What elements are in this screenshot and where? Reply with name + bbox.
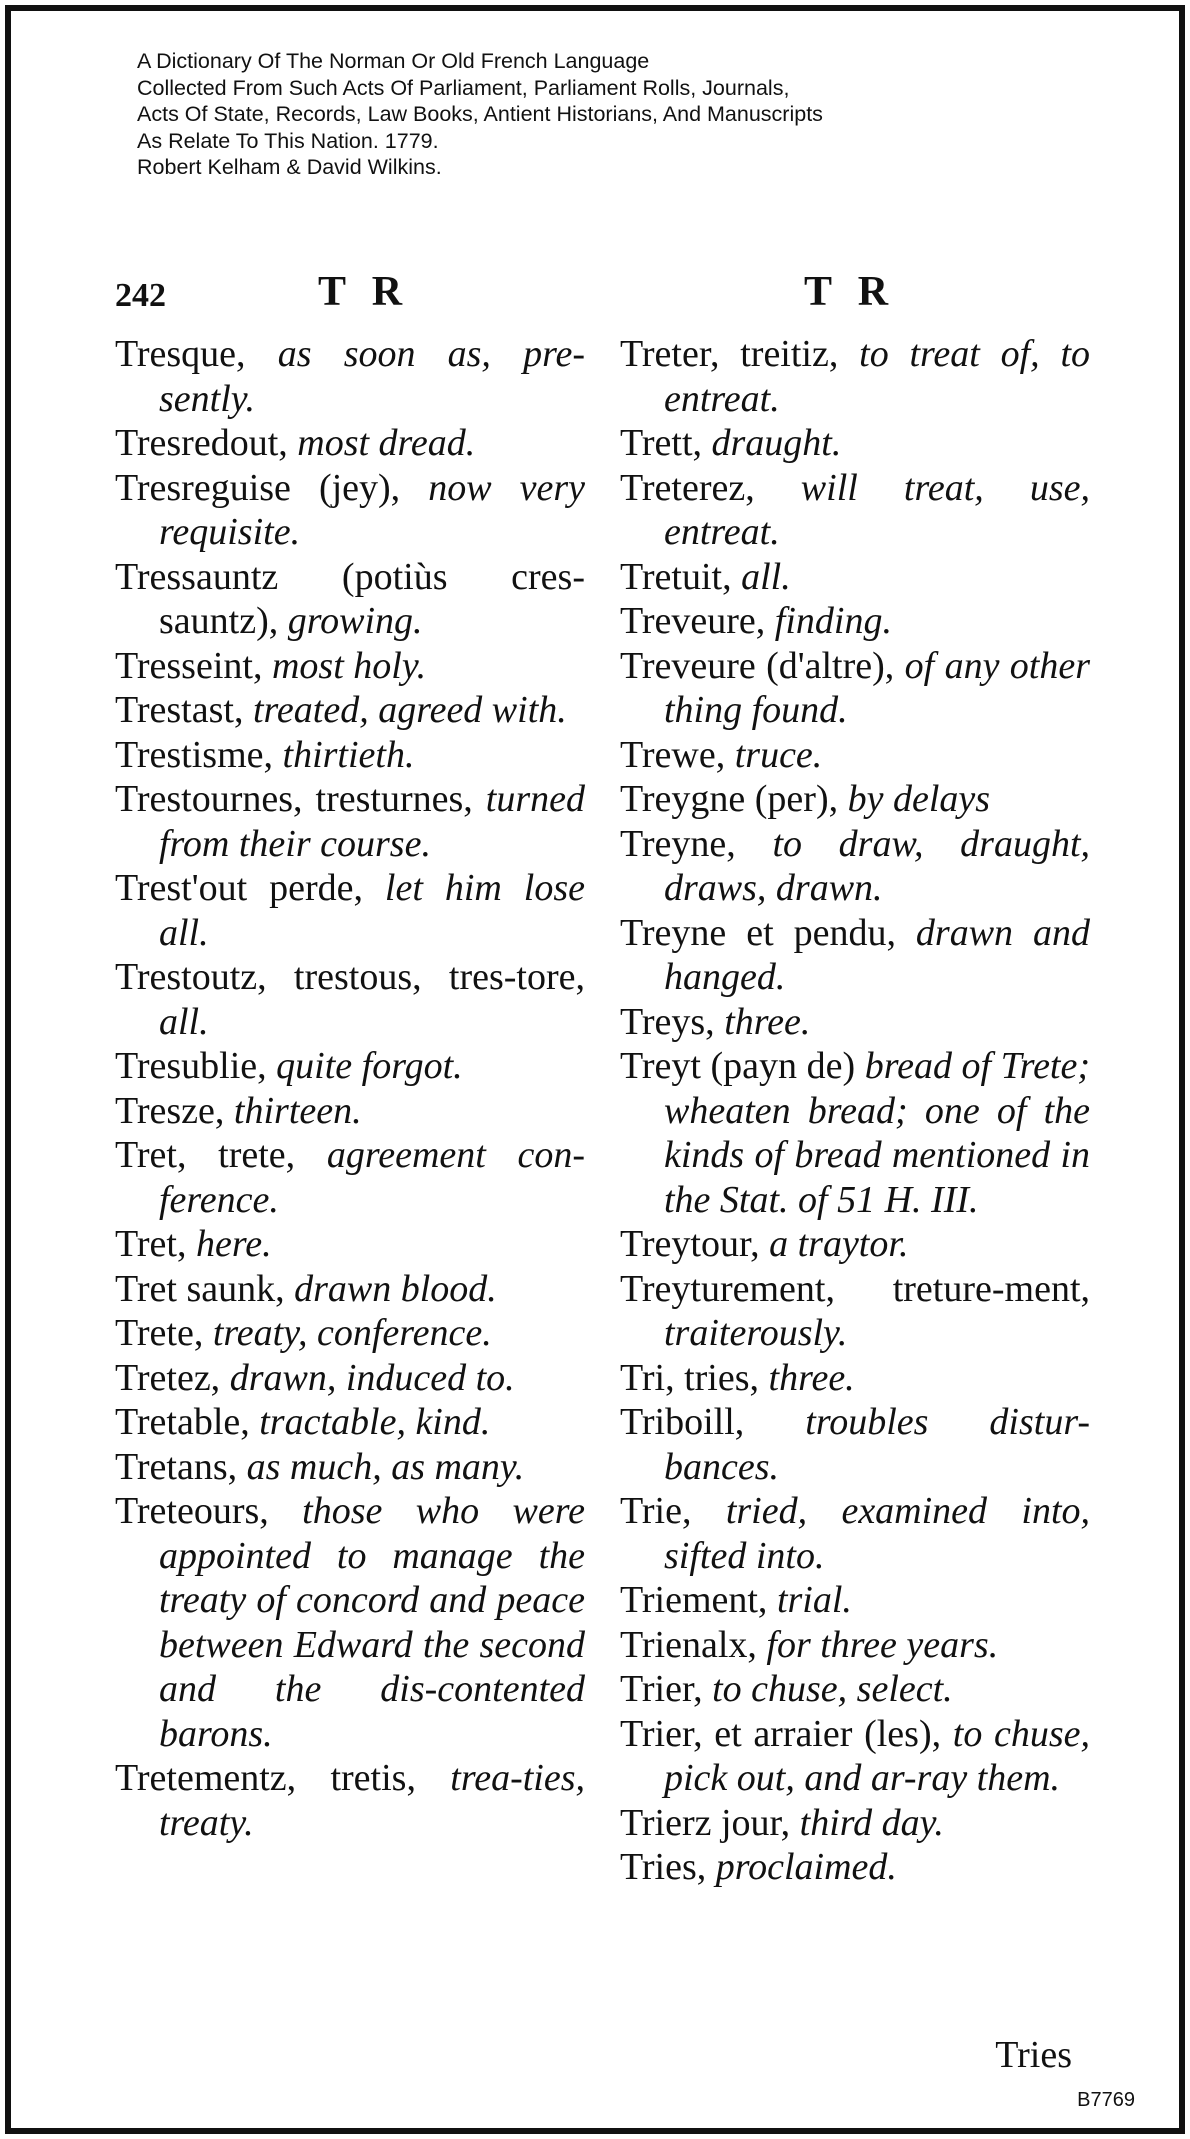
entry-definition: by delays	[847, 778, 991, 820]
entry-definition: tried, examined into, sifted into.	[664, 1490, 1091, 1577]
dictionary-entry	[620, 1400, 1090, 1489]
entry-definition: truce.	[734, 733, 823, 776]
entry-headword: Treveure (d'altre),	[620, 644, 895, 687]
entry-headword: Tressauntz (potiùs cres-sauntz),	[115, 555, 585, 642]
dictionary-entry	[620, 1267, 1090, 1356]
entry-definition: now very requisite.	[159, 466, 586, 553]
entry-definition: let him lose all.	[159, 867, 585, 954]
dictionary-entry	[115, 1133, 585, 1222]
entry-definition: all.	[159, 1000, 209, 1043]
entry-definition: three.	[724, 1000, 811, 1043]
entry-headword: Trie,	[620, 1490, 692, 1532]
dictionary-entry	[115, 1222, 585, 1267]
entry-definition: all.	[741, 555, 791, 598]
entry-headword: Treyturement, treture-ment,	[620, 1267, 1090, 1310]
entry-headword: Trett,	[620, 422, 703, 464]
dictionary-entry	[620, 1845, 1090, 1890]
entry-headword: Tresseint,	[115, 644, 263, 687]
entry-headword: Tresreguise (jey),	[115, 466, 401, 509]
entry-definition: third day.	[799, 1801, 944, 1844]
entry-definition: as soon as, pre-sently.	[159, 333, 586, 420]
entry-headword: Trestisme,	[115, 733, 274, 776]
dictionary-entry	[620, 1712, 1090, 1801]
entry-headword: Treygne (per),	[620, 778, 839, 820]
dictionary-entry	[115, 866, 585, 955]
entry-headword: Treytour,	[620, 1223, 760, 1265]
entry-definition: treated, agreed with.	[252, 689, 567, 731]
dictionary-entry	[620, 822, 1090, 911]
dictionary-entry	[115, 1267, 585, 1312]
entry-headword: Tresublie,	[115, 1045, 267, 1087]
dictionary-entry	[115, 688, 585, 733]
dictionary-entry	[115, 777, 585, 866]
entry-headword: Treyne,	[620, 822, 736, 865]
dictionary-entry	[620, 1044, 1090, 1222]
entry-definition: traiterously.	[664, 1312, 848, 1354]
left-column-entries	[115, 332, 585, 1845]
catchword: Tries	[995, 2034, 1072, 2076]
entry-headword: Treyt (payn de)	[620, 1045, 856, 1087]
dictionary-entry	[115, 1445, 585, 1490]
entry-definition: to draw, draught, draws, drawn.	[664, 822, 1090, 909]
dictionary-entry	[620, 1623, 1090, 1668]
entry-definition: draught.	[711, 422, 842, 464]
entry-headword: Tresze,	[115, 1089, 225, 1132]
catalog-id: B7769	[1077, 2089, 1135, 2111]
running-head-right: T R	[804, 269, 897, 315]
entry-headword: Tretementz, tretis,	[115, 1757, 416, 1799]
dictionary-entry	[620, 1667, 1090, 1712]
entry-headword: Trestast,	[115, 689, 244, 731]
citation-header	[137, 48, 1087, 181]
entry-headword: Tresque,	[115, 333, 246, 375]
entry-definition: to chuse, select.	[712, 1668, 953, 1710]
entry-definition: to chuse, pick out, and ar-ray them.	[664, 1712, 1091, 1799]
entry-definition: trea-ties, treaty.	[159, 1757, 586, 1844]
dictionary-entry	[115, 955, 585, 1044]
entry-headword: Trier, et arraier (les),	[620, 1712, 942, 1755]
entry-headword: Trewe,	[620, 733, 726, 776]
dictionary-entry	[115, 1756, 585, 1845]
dictionary-entry	[115, 1044, 585, 1089]
entry-definition: agreement con-ference.	[159, 1134, 586, 1221]
dictionary-entry	[620, 1578, 1090, 1623]
dictionary-entry	[115, 555, 585, 644]
entry-headword: Tret saunk,	[115, 1267, 285, 1310]
entry-headword: Tretez,	[115, 1356, 221, 1399]
entry-headword: Trete,	[115, 1312, 204, 1354]
entry-definition: drawn and hanged.	[664, 911, 1090, 998]
citation-line-authors: Robert Kelham & David Wilkins.	[137, 155, 442, 179]
entry-definition: treaty, conference.	[212, 1312, 492, 1354]
dictionary-entry	[115, 644, 585, 689]
citation-line-sources-2: Acts Of State, Records, Law Books, Antient Historians, And Manuscripts	[137, 102, 823, 126]
entry-definition: trial.	[776, 1579, 852, 1621]
dictionary-entry	[115, 466, 585, 555]
dictionary-entry	[620, 1000, 1090, 1045]
entry-definition: turned from their course.	[159, 778, 585, 865]
entry-headword: Tret, trete,	[115, 1134, 296, 1176]
entry-headword: Tretable,	[115, 1401, 250, 1443]
entry-definition: to treat of, to entreat.	[664, 333, 1090, 420]
entry-definition: bread of Trete; wheaten bread; one of the kinds of bread mentioned in the Stat. of 51 H. III.	[664, 1045, 1091, 1221]
dictionary-entry	[115, 1089, 585, 1134]
entry-definition: for three years.	[766, 1623, 999, 1666]
citation-line-year: As Relate To This Nation. 1779.	[137, 128, 439, 153]
entry-headword: Treter, treitiz,	[620, 333, 839, 375]
entry-definition: will treat, use, entreat.	[664, 466, 1090, 553]
entry-headword: Treyne et pendu,	[620, 911, 896, 954]
entry-definition: thirteen.	[233, 1089, 362, 1132]
entry-headword: Tries,	[620, 1846, 707, 1888]
entry-definition: troubles distur-bances.	[664, 1401, 1090, 1488]
entry-definition: thirtieth.	[282, 733, 415, 776]
entry-headword: Trest'out perde,	[115, 867, 363, 909]
entry-headword: Trestournes, tresturnes,	[115, 778, 473, 820]
dictionary-entry	[620, 332, 1090, 421]
entry-headword: Tret,	[115, 1223, 187, 1265]
dictionary-entry	[620, 1222, 1090, 1267]
entry-headword: Trier,	[620, 1668, 703, 1710]
dictionary-entry	[620, 1356, 1090, 1401]
entry-definition: those who were appointed to manage the treaty of concord and peace between Edward the second and the dis-contented barons.	[159, 1490, 585, 1755]
entry-definition: drawn, induced to.	[229, 1356, 515, 1399]
entry-headword: Triement,	[620, 1579, 768, 1621]
dictionary-entry	[115, 332, 585, 421]
dictionary-entry	[620, 911, 1090, 1000]
entry-headword: Trienalx,	[620, 1623, 757, 1666]
entry-headword: Treys,	[620, 1000, 715, 1043]
dictionary-entry	[620, 555, 1090, 600]
entry-headword: Tretans,	[115, 1445, 238, 1488]
entry-headword: Treteours,	[115, 1490, 269, 1532]
dictionary-entry	[115, 1489, 585, 1756]
dictionary-entry	[115, 421, 585, 466]
dictionary-entry	[620, 466, 1090, 555]
entry-definition: three.	[768, 1356, 855, 1399]
entry-headword: Trestoutz, trestous, tres-tore,	[115, 956, 585, 998]
entry-headword: Tresredout,	[115, 422, 288, 464]
dictionary-entry	[620, 777, 1090, 822]
entry-headword: Trierz jour,	[620, 1801, 791, 1844]
dictionary-entry	[620, 1489, 1090, 1578]
dictionary-entry	[115, 733, 585, 778]
page-number: 242	[115, 277, 166, 314]
dictionary-entry	[620, 421, 1090, 466]
entry-headword: Treterez,	[620, 466, 755, 509]
dictionary-entry	[115, 1400, 585, 1445]
entry-definition: tractable, kind.	[259, 1401, 491, 1443]
entry-headword: Tretuit,	[620, 555, 732, 598]
entry-definition: drawn blood.	[294, 1267, 497, 1310]
entry-definition: proclaimed.	[715, 1846, 897, 1888]
dictionary-entry	[115, 1356, 585, 1401]
running-head-left: T R	[318, 269, 411, 315]
entry-definition: a traytor.	[769, 1223, 909, 1265]
citation-line-title: A Dictionary Of The Norman Or Old French Language	[137, 49, 650, 73]
entry-headword: Treveure,	[620, 600, 766, 642]
entry-headword: Triboill,	[620, 1401, 745, 1443]
entry-definition: finding.	[774, 600, 892, 642]
entry-headword: Tri, tries,	[620, 1356, 760, 1399]
dictionary-entry	[620, 644, 1090, 733]
dictionary-entry	[620, 599, 1090, 644]
dictionary-entry	[620, 1801, 1090, 1846]
entry-definition: as much, as many.	[246, 1445, 525, 1488]
entry-definition: here.	[195, 1223, 272, 1265]
citation-line-sources-1: Collected From Such Acts Of Parliament, Parliament Rolls, Journals,	[137, 75, 790, 100]
entry-definition: most dread.	[297, 422, 476, 464]
right-column-entries	[620, 332, 1090, 1890]
entry-definition: of any other thing found.	[664, 644, 1090, 731]
entry-definition: most holy.	[271, 644, 427, 687]
entry-definition: quite forgot.	[276, 1045, 463, 1087]
entry-definition: growing.	[287, 600, 423, 642]
dictionary-entry	[620, 733, 1090, 778]
dictionary-entry	[115, 1311, 585, 1356]
